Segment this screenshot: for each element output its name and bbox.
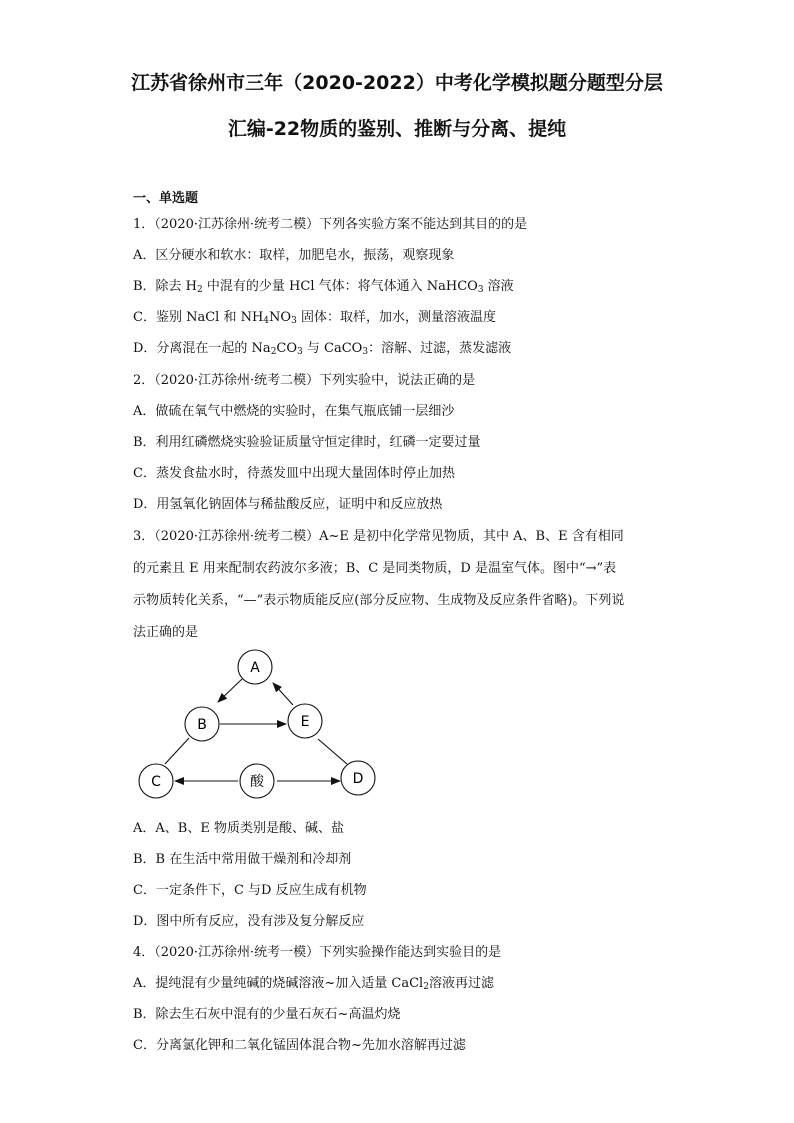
q3-stem-line4: 法正确的是 [133,625,199,640]
q2-option-c: C．蒸发食盐水时，待蒸发皿中出现大量固体时停止加热 [133,466,455,481]
q3-option-d: D．图中所有反应，没有涉及复分解反应 [133,914,365,929]
node-c-label: C [151,774,161,790]
q3-stem-line3: 示物质转化关系，“—”表示物质能反应(部分反应物、生成物及反应条件省略)。下列说 [133,593,625,608]
node-d-label: D [352,771,364,787]
q1-option-c: C．鉴别 NaCl 和 $NH_4NO_3$ 固体：取样，加水，测量溶液温度 [133,310,496,326]
page-title-line1: 江苏省徐州市三年（2020-2022）中考化学模拟题分题型分层 [131,72,663,94]
q3-relation-diagram [125,640,395,810]
node-b-label: B [197,717,207,733]
arrow-a-to-b [218,679,242,702]
node-e-label: E [300,714,310,730]
q2-option-b: B．利用红磷燃烧实验验证质量守恒定律时，红磷一定要过量 [133,435,481,450]
q2-stem: 2．（2020·江苏徐州·统考二模）下列实验中，说法正确的是 [133,373,476,388]
q3-option-a: A．A、B、E 物质类别是酸、碱、盐 [133,821,344,836]
line-e-d [318,739,347,764]
q4-option-a: A．提纯混有少量纯碱的烧碱溶液~加入适量 CaCl$_2$溶液再过滤 [133,976,494,992]
page-title-line2: 汇编-22物质的鉴别、推断与分离、提纯 [227,118,567,140]
arrow-e-to-a [273,683,293,705]
line-b-c [165,738,189,764]
q2-option-a: A．做硫在氧气中燃烧的实验时，在集气瓶底铺一层细沙 [133,404,455,419]
q1-stem: 1．（2020·江苏徐州·统考二模）下列各实验方案不能达到其目的的是 [133,217,528,232]
q3-stem-line1: 3．（2020·江苏徐州·统考二模）A~E 是初中化学常见物质，其中 A、B、E 含有相同 [133,529,624,544]
q1-option-b: B．除去 $H_2$ 中混有的少量 HCl 气体：将气体通入 NaHCO$_3$ 溶液 [133,279,514,295]
node-a-label: A [250,660,260,676]
q3-stem-line2: 的元素且 E 用来配制农药波尔多液；B、C 是同类物质，D 是温室气体。图中“→”表 [133,561,617,576]
q4-option-b: B．除去生石灰中混有的少量石灰石~高温灼烧 [133,1007,401,1022]
q4-stem: 4．（2020·江苏徐州·统考一模）下列实验操作能达到实验目的是 [133,945,502,960]
section-heading: 一、单选题 [133,191,199,206]
node-acid-label: 酸 [250,774,264,790]
q3-option-c: C．一定条件下，C 与D 反应生成有机物 [133,883,367,898]
q1-option-a: A．区分硬水和软水：取样，加肥皂水，振荡，观察现象 [133,248,455,263]
q4-option-c: C．分离氯化钾和二氧化锰固体混合物~先加水溶解再过滤 [133,1038,466,1053]
q3-option-b: B．B 在生活中常用做干燥剂和冷却剂 [133,852,352,867]
q2-option-d: D．用氢氧化钠固体与稀盐酸反应，证明中和反应放热 [133,497,443,512]
q1-option-d: D．分离混在一起的 $Na_2CO_3$ 与 CaCO$_3$：溶解、过滤，蒸发滤液 [133,341,512,357]
